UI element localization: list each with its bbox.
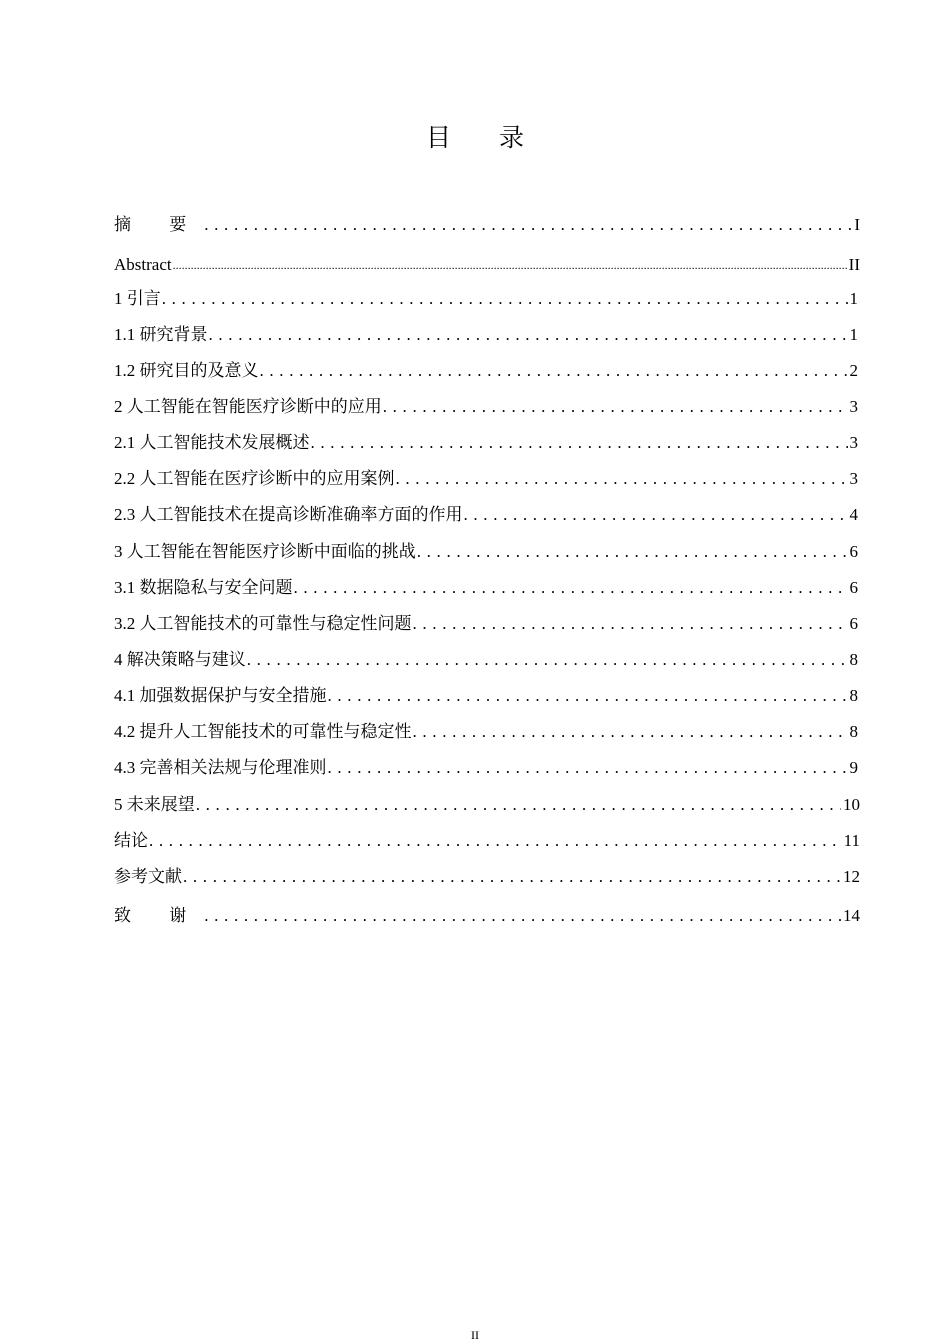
page-title: 目 录 [426,123,544,152]
toc-entry-label: 1 引言 [114,289,161,308]
toc-entry[interactable] [114,684,860,708]
toc-entry[interactable] [114,359,860,383]
toc-entry-page: 9 [849,758,858,777]
toc-entry-page: 8 [849,650,858,669]
toc-entry-label: 4 解决策略与建议 [114,650,246,669]
toc-entry[interactable] [114,865,860,889]
toc-entry-label: 4.1 加强数据保护与安全措施 [114,686,327,705]
toc-leader-dots [196,793,841,817]
toc-entry[interactable] [114,287,860,311]
toc-leader-dots [149,829,842,853]
toc-entry-label: 3.1 数据隐私与安全问题 [114,578,293,597]
toc-entry[interactable] [114,213,860,237]
toc-leader-dots [247,648,848,672]
toc-entry-label: 摘 要 [114,215,204,234]
toc-entry-page: 6 [849,578,858,597]
toc-entry-label: 5 未来展望 [114,795,195,814]
toc-entry-page: 8 [849,722,858,741]
toc-entry-page: 8 [849,686,858,705]
toc-leader-dots [464,503,848,527]
toc-entry-page: 3 [849,397,858,416]
toc-leader-dots [173,253,847,277]
toc-leader-dots [328,756,848,780]
toc-entry-label: 结论 [114,831,148,850]
toc-entry-page: 12 [843,867,860,886]
toc-entry-label: 2.2 人工智能在医疗诊断中的应用案例 [114,469,395,488]
toc-entry[interactable] [114,793,860,817]
toc-entry-label: 1.2 研究目的及意义 [114,361,259,380]
toc-entry-label: 2.3 人工智能技术在提高诊断准确率方面的作用 [114,505,463,524]
toc-entry[interactable] [114,395,860,419]
toc-entry-page: I [854,215,860,234]
toc-leader-dots [396,467,848,491]
toc-entry-label: 致 谢 [114,906,204,925]
toc-leader-dots [162,287,848,311]
toc-leader-dots [204,213,852,237]
toc-entry[interactable] [114,720,860,744]
toc-leader-dots [328,684,848,708]
toc-entry[interactable] [114,648,860,672]
toc-leader-dots [413,612,848,636]
toc-leader-dots [183,865,841,889]
toc-entry[interactable] [114,576,860,600]
toc-entry-page: 6 [849,542,858,561]
toc-entry[interactable] [114,904,860,928]
toc-entry-page: 11 [843,831,860,850]
toc-entry-label: 2.1 人工智能技术发展概述 [114,433,310,452]
toc-entry[interactable] [114,612,860,636]
toc-leader-dots [413,720,848,744]
toc-leader-dots [209,323,848,347]
toc-entry-page: 3 [849,469,858,488]
toc-entry-page: 4 [849,505,858,524]
toc-entry-label: 3 人工智能在智能医疗诊断中面临的挑战 [114,542,416,561]
toc-entry[interactable] [114,467,860,491]
toc-entry-page: 3 [849,433,858,452]
toc-entry-label: 2 人工智能在智能医疗诊断中的应用 [114,397,382,416]
toc-entry-label: 4.2 提升人工智能技术的可靠性与稳定性 [114,722,412,741]
toc-leader-dots [204,904,841,928]
toc-entry-page: 1 [849,289,858,308]
toc-entry-label: 参考文献 [114,867,182,886]
toc-entry[interactable] [114,540,860,564]
toc-entry-label: 3.2 人工智能技术的可靠性与稳定性问题 [114,614,412,633]
toc-entry-page: II [848,255,860,274]
toc-entry[interactable] [114,503,860,527]
toc-entry-page: 14 [843,906,860,925]
toc-entry[interactable] [114,431,860,455]
toc-entry-page: 6 [849,614,858,633]
toc-entry-label: 4.3 完善相关法规与伦理准则 [114,758,327,777]
toc-entry[interactable] [114,323,860,347]
toc-entry-page: 10 [843,795,860,814]
toc-entry-label: Abstract [114,255,172,274]
toc-entry[interactable] [114,829,860,853]
toc-leader-dots [383,395,848,419]
toc-leader-dots [294,576,848,600]
page-number: II [471,1328,479,1342]
toc-leader-dots [311,431,848,455]
toc-entry[interactable] [114,253,860,277]
toc-leader-dots [417,540,848,564]
toc-entry-page: 2 [849,361,858,380]
toc-leader-dots [260,359,848,383]
toc-entry-label: 1.1 研究背景 [114,325,208,344]
toc-entry[interactable] [114,756,860,780]
toc-entry-page: 1 [849,325,858,344]
